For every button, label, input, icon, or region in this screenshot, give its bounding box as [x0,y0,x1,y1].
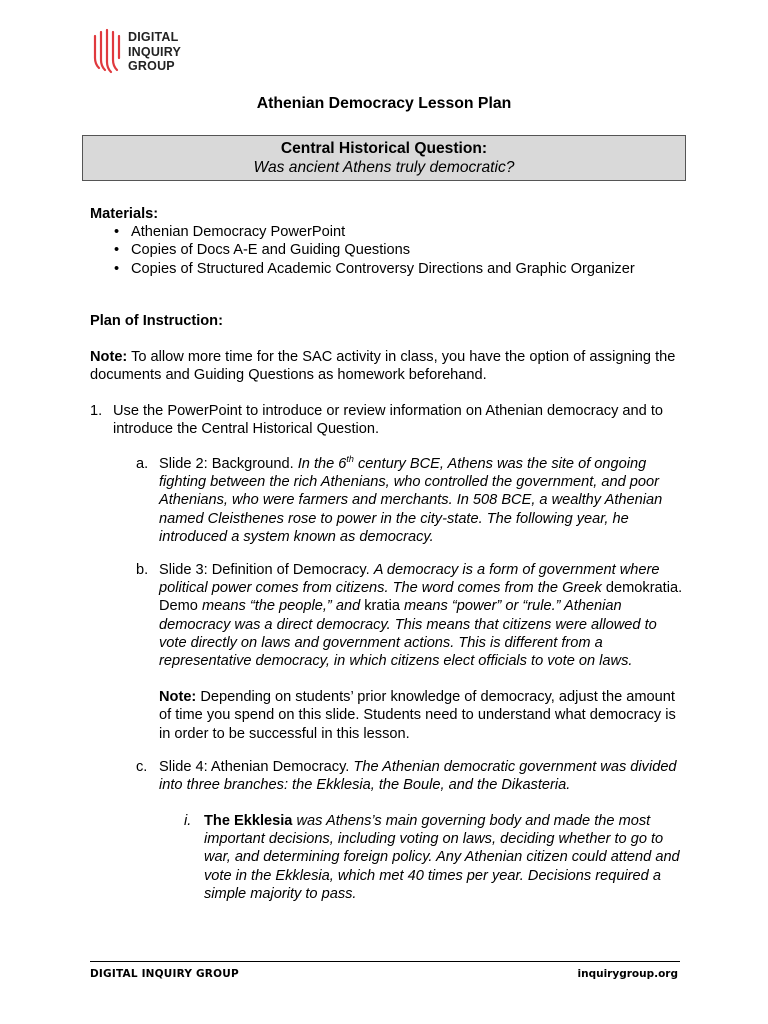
step-1c-desc: The Athenian democratic government was divided into three branches: the Ekklesia, the Boule, and the Dikasteria. [159,759,677,794]
logo-line-1: DIGITAL [128,30,179,44]
step-1b-t2: . Demo [159,580,683,615]
step-1c-marker: c. [136,759,148,775]
logo-mark-icon [92,28,122,74]
step-1a-marker: a. [136,456,149,472]
ekklesia-label: The Ekklesia [204,813,293,829]
plan-note [90,348,690,384]
step-1c-text [159,758,686,794]
plan-heading: Plan of Instruction: [90,313,223,329]
step-1a-sup: th [346,454,354,465]
step-1b-note-label: Note: [159,689,197,706]
step-1c-i-marker: i. [184,813,192,829]
step-1a-t2: century BCE, Athens was the site of ongoing fighting between the rich Athenians, who controlled the government, and poor Athenians, who were farmers and merchants. In 508 BCE, a wealthy Athenian named Cleisthenes rose to power in the city-state. The following year, he introduced a system known as democracy. [159,456,663,545]
step-1c-lead: Slide 4: Athenian Democracy. [159,759,354,775]
step-1b-note [159,688,686,743]
step-1a-lead: Slide 2: Background. [159,456,298,472]
materials-item: • Copies of Docs A-E and Guiding Questions [108,241,690,259]
ekklesia-text: was Athens’s main governing body and made the most important decisions, including voting on laws, deciding whether to go to war, and determining foreign policy. Any Athenian citizen could attend and vote in the Ekklesia, which met 40 times per year. Decisions required a simple majority to pass. [204,813,680,902]
step-1c-i-text [204,812,684,903]
logo-line-2: INQUIRY [128,44,182,59]
step-1b-lead: Slide 3: Definition of Democracy. [159,562,374,578]
footer-website: inquirygroup.org [577,968,678,980]
step-1c [136,758,686,794]
materials-item: • Athenian Democracy PowerPoint [108,223,690,241]
plan-note-label: Note: [90,349,128,365]
materials-heading: Materials: [90,206,159,222]
chq-question: Was ancient Athens truly democratic? [253,159,515,176]
step-1-text: Use the PowerPoint to introduce or review information on Athenian democracy and to introduce the Central Historical Question. [113,403,664,438]
step-1b-t4: means “power” or “rule.” Athenian democracy was a direct democracy. This means that citizens were allowed to vote directly on laws and government actions. This is different from a representative democracy, in which citizens elect officials to vote on laws. [159,598,657,670]
materials-item: • Copies of Structured Academic Controversy Directions and Graphic Organizer [108,260,690,278]
step-1b-t3: means “the people,” and [201,598,365,615]
central-historical-question-box [82,135,686,181]
footer-organization: DIGITAL INQUIRY GROUP [90,968,239,980]
footer-divider [90,961,680,962]
step-1a-t1: In the 6 [297,456,347,472]
logo-text [128,28,181,74]
step-1b-w1: demokratia [605,580,679,597]
logo [92,28,181,78]
chq-label: Central Historical Question: [280,140,488,157]
step-1b-marker: b. [136,562,149,578]
step-1b [136,561,686,743]
step-1b-note-text: Depending on students’ prior knowledge of democracy, adjust the amount of time you spend on this slide. Students need to understand what democracy is in order to be successful in this lesson. [159,689,676,742]
plan-note-text: To allow more time for the SAC activity in class, you have the option of assigning the documents and Guiding Questions as homework beforehand. [90,349,676,384]
logo-line-3: GROUP [128,59,175,73]
materials-section [90,205,690,278]
step-1 [90,402,690,438]
materials-list [108,223,690,278]
step-1b-text [159,561,686,670]
step-1a-text [159,455,686,546]
step-1a [136,455,686,546]
step-1-marker: 1. [90,403,103,419]
step-1b-t1: A democracy is a form of government where political power comes from citizens. The word comes from the Greek [159,562,660,597]
step-1c-i [184,812,684,903]
document-title: Athenian Democracy Lesson Plan [256,95,512,112]
step-1b-w2: kratia [364,598,400,615]
